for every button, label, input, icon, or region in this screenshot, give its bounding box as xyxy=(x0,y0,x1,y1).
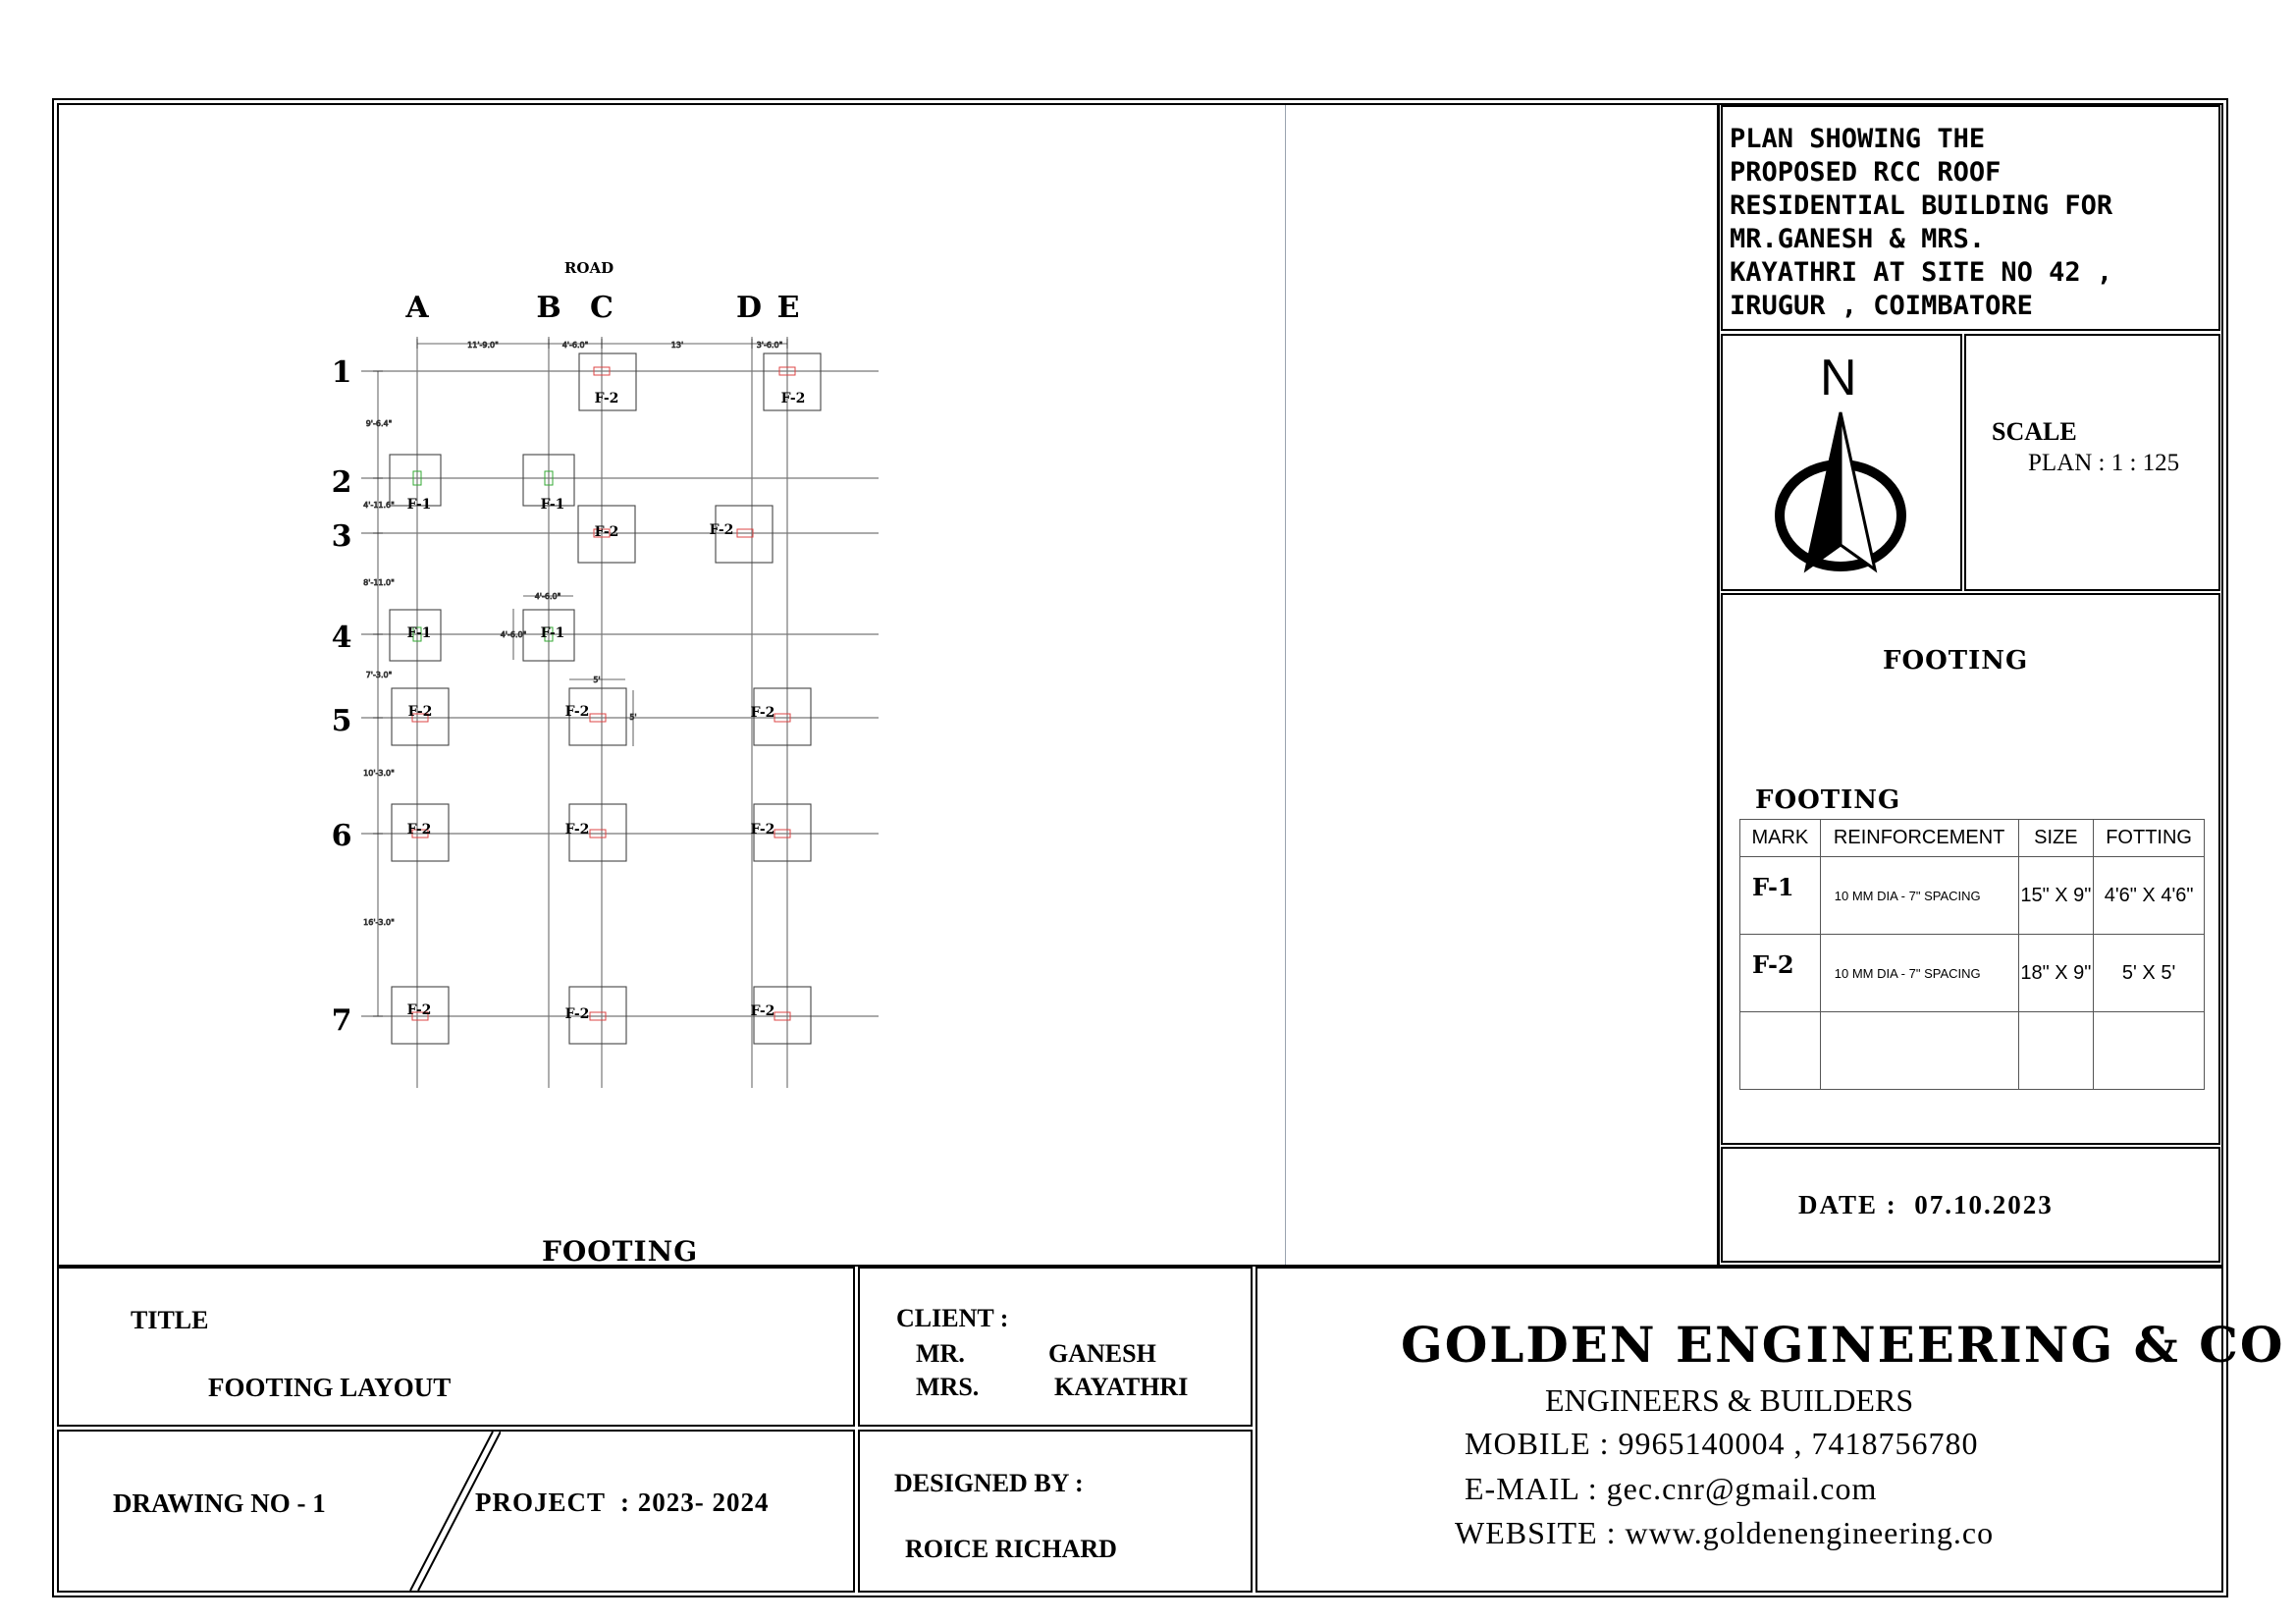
scale-heading: SCALE xyxy=(1992,417,2077,446)
designed-by-label: DESIGNED BY : xyxy=(894,1469,1084,1497)
table-cell-mark: F-1 xyxy=(1740,857,1821,935)
table-cell-empty xyxy=(1820,1012,2018,1090)
title-cell xyxy=(57,1267,855,1427)
footing-label: F-2 xyxy=(564,822,590,838)
footing-table-heading: FOOTING xyxy=(1755,785,1901,815)
footing-label: F-2 xyxy=(406,1002,432,1018)
plan-title: PLAN SHOWING THE PROPOSED RCC ROOF RESIDENTIAL BUILDING FOR MR.GANESH & MRS. KAYATHRI AT SITE NO 42 , IRUGUR , COIMBATORE xyxy=(1730,124,2113,321)
footing-heading: FOOTING xyxy=(1883,646,2029,676)
company-tagline: ENGINEERS & BUILDERS xyxy=(1545,1382,1914,1418)
footing-label: F-2 xyxy=(407,704,433,720)
dimension-label: 4'-11.6" xyxy=(363,501,395,510)
footing-label: F-2 xyxy=(594,391,619,406)
dimension-label: 7'-3.0" xyxy=(365,671,393,679)
footing-schedule-table xyxy=(1739,819,2205,1090)
dimension-label: 4'-6.0" xyxy=(500,630,527,639)
footing-label: F-1 xyxy=(406,625,432,641)
grid-column-label: A xyxy=(405,291,429,325)
company-name: GOLDEN ENGINEERING & CO xyxy=(1401,1316,2285,1374)
footing-label: F-2 xyxy=(709,522,734,538)
table-cell-size: 18" X 9" xyxy=(2018,935,2094,1012)
table-header-cell: FOTTING xyxy=(2094,820,2205,857)
drawing-divider-line xyxy=(1285,105,1286,1265)
table-cell-footing: 5' X 5' xyxy=(2094,935,2205,1012)
company-website: WEBSITE : www.goldenengineering.co xyxy=(1455,1515,1995,1550)
dimension-label: 5' xyxy=(629,713,637,722)
north-arrow-icon xyxy=(1767,407,1914,579)
table-cell-empty xyxy=(2018,1012,2094,1090)
dimension-label: 4'-6.0" xyxy=(561,341,589,350)
grid-column-label: B xyxy=(536,291,561,325)
footing-label: F-2 xyxy=(406,822,432,838)
company-mobile: MOBILE : 9965140004 , 7418756780 xyxy=(1465,1426,1979,1461)
table-cell-reinforcement: 10 MM DIA - 7" SPACING xyxy=(1820,857,2018,935)
north-label: N xyxy=(1820,350,1857,406)
grid-column-label: D xyxy=(735,291,763,325)
table-cell-mark: F-2 xyxy=(1740,935,1821,1012)
grid-row-label: 5 xyxy=(331,704,352,738)
drawing-number: DRAWING NO - 1 xyxy=(113,1488,326,1518)
dimension-label: 11'-9.0" xyxy=(467,341,499,350)
table-cell-footing: 4'6" X 4'6" xyxy=(2094,857,2205,935)
company-email: E-MAIL : gec.cnr@gmail.com xyxy=(1465,1471,1878,1506)
table-cell-reinforcement: 10 MM DIA - 7" SPACING xyxy=(1820,935,2018,1012)
drawing-caption: FOOTING xyxy=(542,1235,699,1268)
road-label: ROAD xyxy=(563,259,614,277)
date-text: DATE : 07.10.2023 xyxy=(1798,1190,2054,1219)
grid-row-label: 7 xyxy=(331,1003,352,1038)
client-mr-label: MR. xyxy=(916,1339,965,1368)
footing-label: F-2 xyxy=(750,705,775,721)
dimension-label: 3'-6.0" xyxy=(756,341,783,350)
grid-column-label: E xyxy=(776,291,800,325)
dimension-label: 5' xyxy=(593,676,601,684)
grid-row-label: 3 xyxy=(331,519,352,554)
table-cell-size: 15" X 9" xyxy=(2018,857,2094,935)
table-cell-empty xyxy=(2094,1012,2205,1090)
dimension-label: 8'-11.0" xyxy=(363,578,395,587)
scale-value: PLAN : 1 : 125 xyxy=(2028,450,2180,476)
dimension-label: 4'-6.0" xyxy=(534,592,561,601)
dimension-label: 10'-3.0" xyxy=(363,769,395,778)
title-label: TITLE xyxy=(131,1306,209,1334)
project-year: PROJECT : 2023- 2024 xyxy=(475,1488,770,1517)
grid-row-label: 2 xyxy=(331,465,352,500)
dimension-label: 9'-6.4" xyxy=(365,419,393,428)
footing-label: F-1 xyxy=(540,497,565,513)
table-header-cell: REINFORCEMENT xyxy=(1820,820,2018,857)
footing-plan-drawing xyxy=(294,245,903,1100)
client-label: CLIENT : xyxy=(896,1304,1009,1332)
dimension-label: 16'-3.0" xyxy=(363,918,395,927)
footing-label: F-2 xyxy=(780,391,806,406)
client-mr-name: GANESH xyxy=(1048,1339,1156,1368)
dimension-label: 13' xyxy=(670,341,684,350)
client-mrs-name: KAYATHRI xyxy=(1054,1373,1189,1401)
grid-row-label: 6 xyxy=(331,819,352,853)
footing-label: F-1 xyxy=(540,625,565,641)
table-header-cell: MARK xyxy=(1740,820,1821,857)
table-cell-empty xyxy=(1740,1012,1821,1090)
grid-column-label: C xyxy=(590,291,614,325)
title-value: FOOTING LAYOUT xyxy=(208,1373,452,1402)
footing-label: F-2 xyxy=(564,704,590,720)
table-header-cell: SIZE xyxy=(2018,820,2094,857)
designed-by-cell xyxy=(858,1430,1253,1593)
grid-row-label: 4 xyxy=(331,621,352,655)
designer-name: ROICE RICHARD xyxy=(905,1535,1117,1563)
footing-label: F-2 xyxy=(750,1003,775,1019)
client-mrs-label: MRS. xyxy=(916,1373,980,1401)
footing-label: F-2 xyxy=(750,822,775,838)
footing-label: F-2 xyxy=(564,1006,590,1022)
footing-label: F-1 xyxy=(406,497,432,513)
footing-label: F-2 xyxy=(594,524,619,540)
grid-row-label: 1 xyxy=(331,355,352,390)
